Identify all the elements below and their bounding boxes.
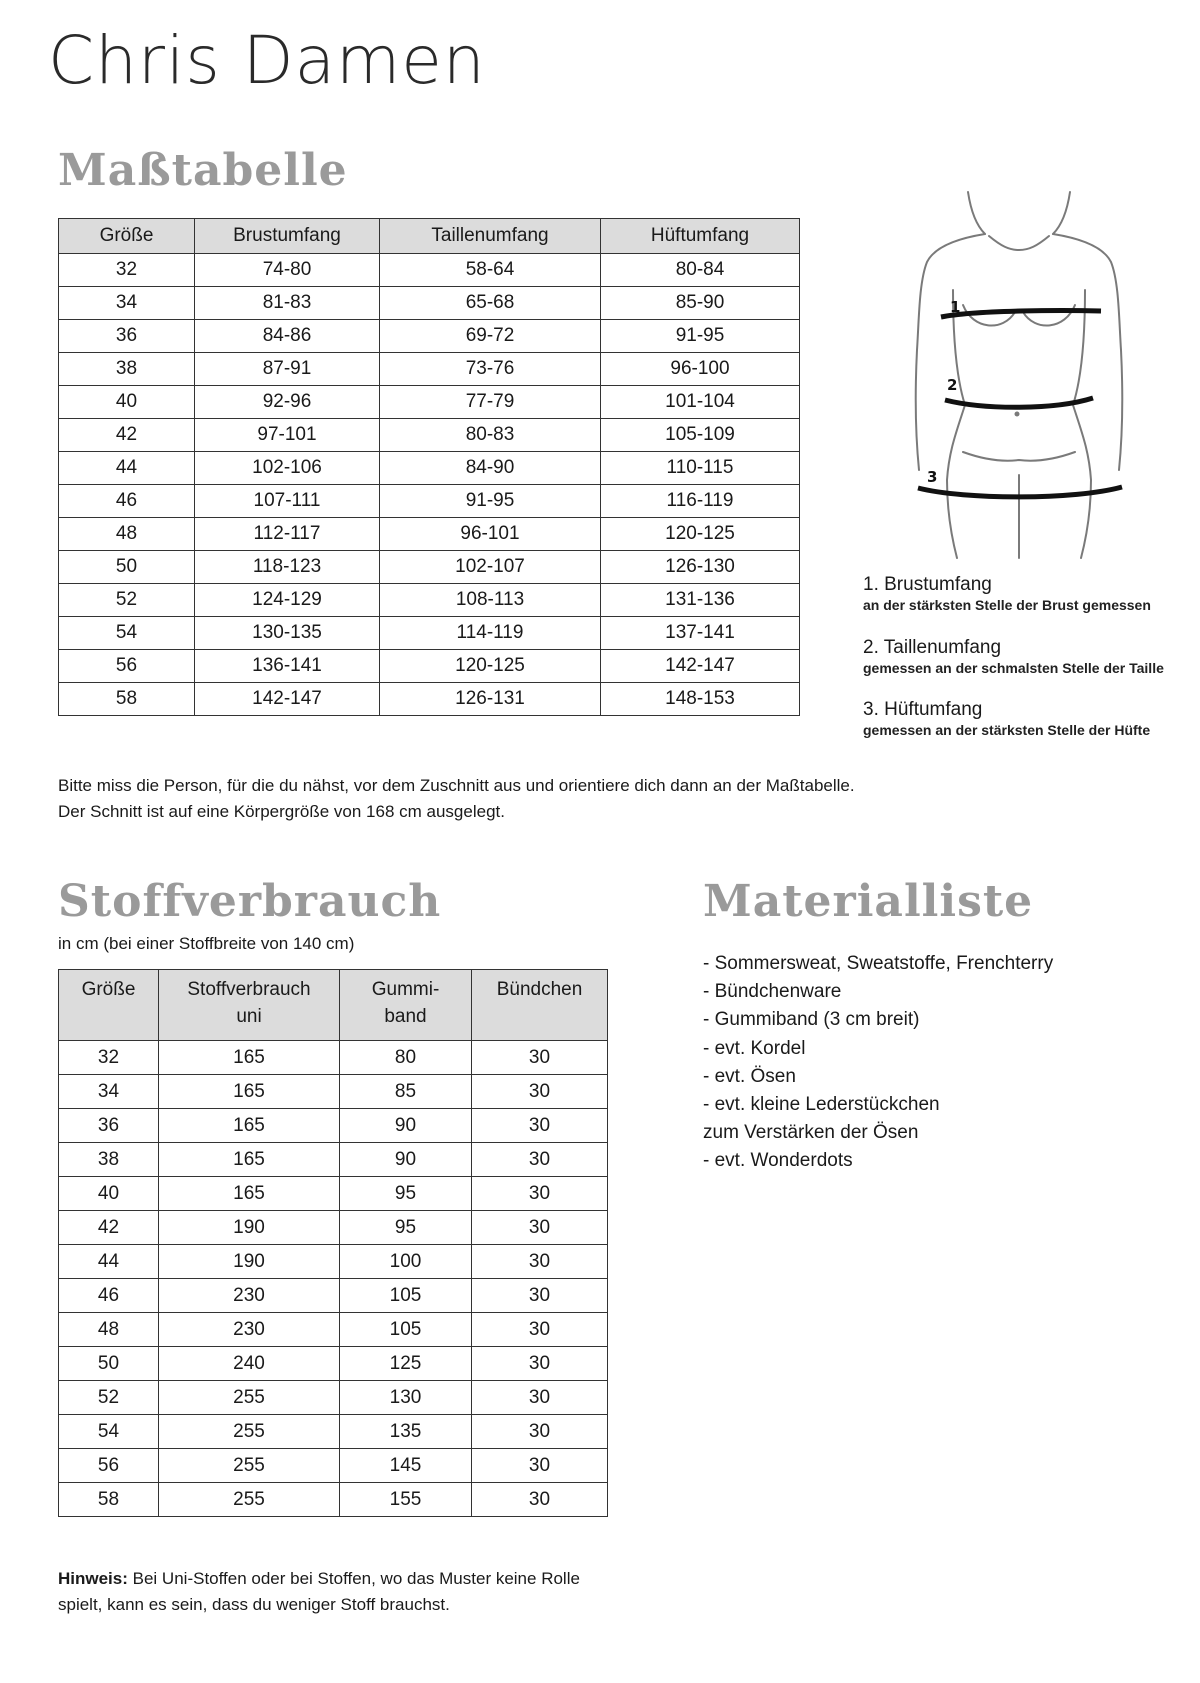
legend-item-hip: [863, 698, 1150, 739]
left-torso-outline: [947, 290, 965, 558]
legend-item-waist: [863, 636, 1164, 677]
table-cell: 54: [59, 617, 195, 650]
table-cell: 142-147: [195, 683, 380, 716]
table-row: [59, 551, 800, 584]
table-cell: 130-135: [195, 617, 380, 650]
right-torso-outline: [1073, 290, 1091, 558]
materials-list-item: - Bündchenware: [703, 981, 842, 1003]
table-row: [59, 683, 800, 716]
table-row: [59, 1041, 608, 1075]
table-row: [59, 386, 800, 419]
table-cell: 84-86: [195, 320, 380, 353]
materials-heading: Materialliste: [703, 876, 1034, 927]
table-row: [59, 1211, 608, 1245]
size-chart-note: [58, 773, 855, 825]
table-cell: 126-131: [380, 683, 601, 716]
table-cell: 120-125: [601, 518, 800, 551]
table-cell: 105: [340, 1313, 472, 1347]
table-cell: 30: [472, 1313, 608, 1347]
table-cell: 30: [472, 1109, 608, 1143]
table-cell: 102-107: [380, 551, 601, 584]
table-cell: 255: [159, 1381, 340, 1415]
table-row: [59, 1415, 608, 1449]
table-cell: 91-95: [380, 485, 601, 518]
table-cell: 101-104: [601, 386, 800, 419]
fabric-header-row: [59, 970, 608, 1041]
column-header-line: Gummi-: [371, 979, 440, 1000]
table-cell: 30: [472, 1245, 608, 1279]
table-cell: 58: [59, 683, 195, 716]
table-cell: 136-141: [195, 650, 380, 683]
neck-outline: [968, 192, 985, 234]
table-row: [59, 1143, 608, 1177]
table-row: [59, 1313, 608, 1347]
table-cell: 30: [472, 1483, 608, 1517]
table-cell: 96-101: [380, 518, 601, 551]
table-cell: 40: [59, 386, 195, 419]
table-cell: 95: [340, 1177, 472, 1211]
table-cell: 74-80: [195, 254, 380, 287]
table-cell: 165: [159, 1075, 340, 1109]
table-row: [59, 1245, 608, 1279]
table-row: [59, 1109, 608, 1143]
table-cell: 97-101: [195, 419, 380, 452]
column-header-line: Bündchen: [496, 979, 583, 1000]
table-cell: 73-76: [380, 353, 601, 386]
table-cell: 30: [472, 1211, 608, 1245]
table-row: [59, 419, 800, 452]
table-row: [59, 1449, 608, 1483]
table-cell: 84-90: [380, 452, 601, 485]
table-cell: 95: [340, 1211, 472, 1245]
table-cell: 32: [59, 1041, 159, 1075]
neck-outline: [1053, 192, 1070, 234]
table-row: [59, 1347, 608, 1381]
table-cell: 30: [472, 1449, 608, 1483]
table-cell: 91-95: [601, 320, 800, 353]
table-row: [59, 287, 800, 320]
table-row: [59, 485, 800, 518]
table-cell: 255: [159, 1415, 340, 1449]
column-header-line: uni: [236, 1006, 262, 1027]
legend-label: 1. Brustumfang: [863, 574, 992, 595]
table-cell: 58-64: [380, 254, 601, 287]
table-cell: 126-130: [601, 551, 800, 584]
table-row: [59, 452, 800, 485]
table-cell: 32: [59, 254, 195, 287]
table-cell: 100: [340, 1245, 472, 1279]
table-cell: 38: [59, 1143, 159, 1177]
table-cell: 87-91: [195, 353, 380, 386]
table-cell: 30: [472, 1143, 608, 1177]
column-header-elastic: [340, 970, 472, 1041]
size-chart-table: [58, 218, 800, 716]
legend-desc: an der stärksten Stelle der Brust gemessen: [863, 597, 1151, 613]
table-cell: 240: [159, 1347, 340, 1381]
table-cell: 80-84: [601, 254, 800, 287]
table-cell: 165: [159, 1177, 340, 1211]
table-cell: 190: [159, 1245, 340, 1279]
table-cell: 69-72: [380, 320, 601, 353]
table-cell: 105-109: [601, 419, 800, 452]
table-cell: 36: [59, 1109, 159, 1143]
hint-text: Bei Uni-Stoffen oder bei Stoffen, wo das Muster keine Rolle: [132, 1569, 580, 1588]
column-header-line: band: [384, 1006, 427, 1027]
size-chart-note-line: Der Schnitt ist auf eine Körpergröße von 168 cm ausgelegt.: [58, 802, 505, 821]
materials-list-item: - evt. Kordel: [703, 1037, 806, 1059]
table-cell: 142-147: [601, 650, 800, 683]
bust-measure-band: [941, 311, 1101, 317]
table-cell: 65-68: [380, 287, 601, 320]
table-cell: 112-117: [195, 518, 380, 551]
table-cell: 90: [340, 1143, 472, 1177]
table-cell: 85: [340, 1075, 472, 1109]
table-row: [59, 353, 800, 386]
table-cell: 114-119: [380, 617, 601, 650]
table-cell: 137-141: [601, 617, 800, 650]
table-row: [59, 1075, 608, 1109]
marker-label-bust: 1: [950, 298, 961, 316]
table-cell: 46: [59, 485, 195, 518]
table-row: [59, 584, 800, 617]
legend-desc: gemessen an der schmalsten Stelle der Taille: [863, 660, 1164, 676]
table-cell: 108-113: [380, 584, 601, 617]
table-cell: 34: [59, 1075, 159, 1109]
table-cell: 80-83: [380, 419, 601, 452]
hint-label: Hinweis:: [58, 1569, 128, 1588]
table-cell: 30: [472, 1381, 608, 1415]
column-header-line: Größe: [81, 979, 136, 1000]
table-cell: 255: [159, 1449, 340, 1483]
table-cell: 120-125: [380, 650, 601, 683]
table-cell: 36: [59, 320, 195, 353]
table-cell: 56: [59, 650, 195, 683]
materials-list: [703, 950, 1053, 1176]
table-cell: 30: [472, 1347, 608, 1381]
legend-label: 3. Hüftumfang: [863, 699, 983, 720]
column-header-cuffs: [472, 970, 608, 1041]
table-cell: 105: [340, 1279, 472, 1313]
legend-item-bust: [863, 573, 1151, 614]
table-row: [59, 518, 800, 551]
table-cell: 30: [472, 1279, 608, 1313]
waist-measure-band: [945, 398, 1093, 407]
table-cell: 135: [340, 1415, 472, 1449]
table-cell: 52: [59, 584, 195, 617]
table-cell: 145: [340, 1449, 472, 1483]
size-chart-heading: Maßtabelle: [58, 145, 348, 196]
table-cell: 125: [340, 1347, 472, 1381]
table-cell: 52: [59, 1381, 159, 1415]
materials-list-item: - evt. Ösen: [703, 1065, 796, 1087]
marker-label-waist: 2: [947, 376, 958, 394]
table-cell: 155: [340, 1483, 472, 1517]
page-title: Chris Damen: [48, 22, 486, 99]
table-cell: 165: [159, 1041, 340, 1075]
table-cell: 30: [472, 1415, 608, 1449]
body-measurement-figure: [905, 190, 1135, 560]
table-cell: 44: [59, 452, 195, 485]
table-row: [59, 1279, 608, 1313]
table-row: [59, 617, 800, 650]
table-cell: 90: [340, 1109, 472, 1143]
column-header-hip: Hüftumfang: [601, 219, 800, 254]
marker-label-hip: 3: [927, 468, 938, 486]
table-cell: 30: [472, 1075, 608, 1109]
materials-list-item: - Sommersweat, Sweatstoffe, Frenchterry: [703, 953, 1054, 974]
table-cell: 48: [59, 1313, 159, 1347]
table-cell: 85-90: [601, 287, 800, 320]
legend-desc: gemessen an der stärksten Stelle der Hüfte: [863, 722, 1151, 738]
table-cell: 190: [159, 1211, 340, 1245]
fabric-subheading: in cm (bei einer Stoffbreite von 140 cm): [58, 934, 355, 953]
table-cell: 38: [59, 353, 195, 386]
table-cell: 58: [59, 1483, 159, 1517]
table-row: [59, 1483, 608, 1517]
table-cell: 165: [159, 1109, 340, 1143]
table-cell: 30: [472, 1177, 608, 1211]
materials-list-item: - evt. Wonderdots: [703, 1150, 853, 1172]
materials-list-item: - evt. kleine Lederstückchen: [703, 1094, 940, 1116]
right-arm-outline: [1053, 234, 1122, 470]
table-cell: 255: [159, 1483, 340, 1517]
table-cell: 80: [340, 1041, 472, 1075]
column-header-line: Stoffverbrauch: [187, 979, 311, 1000]
table-row: [59, 254, 800, 287]
neckline: [989, 236, 1049, 250]
hip-line: [963, 452, 1075, 461]
table-cell: 102-106: [195, 452, 380, 485]
table-cell: 116-119: [601, 485, 800, 518]
fabric-heading: Stoffverbrauch: [58, 876, 442, 927]
table-cell: 48: [59, 518, 195, 551]
table-cell: 50: [59, 1347, 159, 1381]
table-cell: 30: [472, 1041, 608, 1075]
table-cell: 230: [159, 1313, 340, 1347]
table-cell: 130: [340, 1381, 472, 1415]
table-row: [59, 650, 800, 683]
fabric-table: [58, 969, 608, 1517]
table-cell: 92-96: [195, 386, 380, 419]
table-cell: 118-123: [195, 551, 380, 584]
table-cell: 46: [59, 1279, 159, 1313]
column-header-bust: Brustumfang: [195, 219, 380, 254]
table-cell: 42: [59, 1211, 159, 1245]
table-cell: 34: [59, 287, 195, 320]
size-chart-header-row: [59, 219, 800, 254]
table-cell: 107-111: [195, 485, 380, 518]
table-row: [59, 1381, 608, 1415]
navel: [1015, 412, 1020, 417]
table-cell: 56: [59, 1449, 159, 1483]
column-header-size: Größe: [59, 219, 195, 254]
fabric-hint: [58, 1566, 580, 1618]
materials-list-item: - Gummiband (3 cm breit): [703, 1009, 920, 1031]
table-cell: 165: [159, 1143, 340, 1177]
table-cell: 42: [59, 419, 195, 452]
table-cell: 124-129: [195, 584, 380, 617]
left-arm-outline: [916, 234, 985, 470]
size-chart-note-line: Bitte miss die Person, für die du nähst, vor dem Zuschnitt aus und orientiere dich dann an der Maßtabelle.: [58, 776, 855, 795]
table-cell: 50: [59, 551, 195, 584]
table-cell: 54: [59, 1415, 159, 1449]
table-cell: 131-136: [601, 584, 800, 617]
table-row: [59, 1177, 608, 1211]
legend-label: 2. Taillenumfang: [863, 637, 1002, 658]
table-cell: 96-100: [601, 353, 800, 386]
table-cell: 148-153: [601, 683, 800, 716]
column-header-size: [59, 970, 159, 1041]
materials-list-item: zum Verstärken der Ösen: [703, 1122, 919, 1144]
column-header-waist: Taillenumfang: [380, 219, 601, 254]
table-cell: 40: [59, 1177, 159, 1211]
column-header-fabric-uni: [159, 970, 340, 1041]
table-cell: 110-115: [601, 452, 800, 485]
hint-text: spielt, kann es sein, dass du weniger Stoff brauchst.: [58, 1595, 450, 1614]
table-cell: 44: [59, 1245, 159, 1279]
table-cell: 230: [159, 1279, 340, 1313]
table-cell: 77-79: [380, 386, 601, 419]
table-row: [59, 320, 800, 353]
table-cell: 81-83: [195, 287, 380, 320]
